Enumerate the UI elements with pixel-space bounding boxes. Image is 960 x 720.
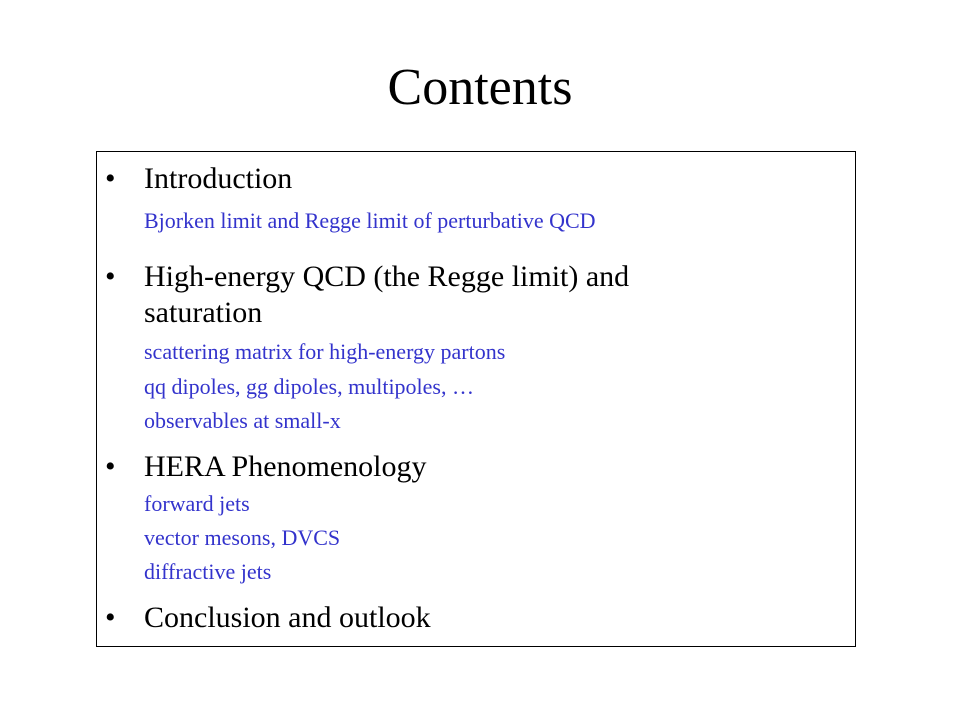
slide-title: Contents [387, 59, 573, 116]
bullet: • [105, 601, 116, 634]
sub-item: forward jets [144, 491, 250, 516]
sub-item: vector mesons, DVCS [144, 525, 341, 550]
item-heading-line2: saturation [144, 296, 263, 329]
bullet: • [105, 162, 116, 195]
sub-item: observables at small-x [144, 408, 341, 433]
sub-item: Bjorken limit and Regge limit of perturbative QCD [144, 208, 596, 233]
item-heading: Introduction [144, 162, 293, 195]
bullet: • [105, 260, 116, 293]
item-heading: Conclusion and outlook [144, 601, 431, 634]
bullet: • [105, 450, 116, 483]
item-heading: HERA Phenomenology [144, 450, 427, 483]
sub-item: qq dipoles, gg dipoles, multipoles, … [144, 374, 474, 399]
sub-item: scattering matrix for high-energy partons [144, 339, 506, 364]
contents-box [96, 151, 856, 647]
sub-item: diffractive jets [144, 559, 272, 584]
item-heading-line1: High-energy QCD (the Regge limit) and [144, 260, 630, 293]
